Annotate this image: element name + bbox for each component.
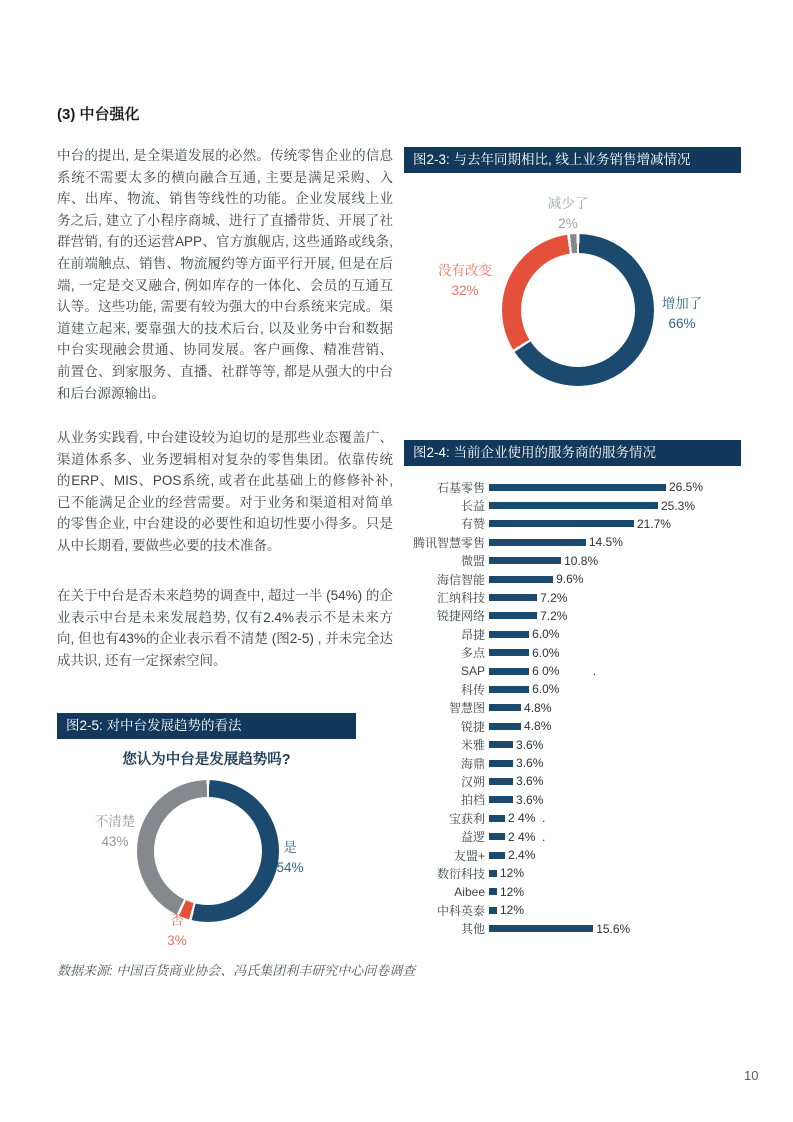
bar-value-label: 6.0% xyxy=(532,645,560,660)
bar-category-label: 益逻 xyxy=(460,830,485,845)
bar xyxy=(489,502,658,509)
bar-category-label: 海信智能 xyxy=(436,572,485,587)
segment-name: 没有改变 xyxy=(438,263,492,278)
bar xyxy=(489,796,513,803)
bar xyxy=(489,649,529,656)
bar-row xyxy=(404,717,774,735)
figure-2-4-title-banner: 图2-4: 当前企业使用的服务商的服务情况 xyxy=(404,440,741,466)
bar-value-label: 6.0% xyxy=(532,627,560,642)
donut-hole xyxy=(521,253,635,367)
body-paragraph: 从业务实践看, 中台建设较为迫切的是那些业态覆盖广、渠道体系多、业务逻辑相对复杂的零售集团。依靠传统的ERP、MIS、POS系统, 或者在此基础上的修修补补, 已不能满足企业的经营需要。对于业务和渠道相对简单的零售企业, 中台建设的必要性和迫切性要小得多。只是从中长期看, 要做些必要的技术准备。 xyxy=(57,430,393,553)
bar xyxy=(489,557,561,564)
bar xyxy=(489,631,529,638)
segment-name: 增加了 xyxy=(661,296,703,311)
bar-value-label: 12% xyxy=(500,866,525,881)
bar-row xyxy=(404,735,774,753)
segment-value: 66% xyxy=(668,316,696,331)
data-source-note: 数据来源: 中国百货商业协会、冯氏集团利丰研究中心问卷调查 xyxy=(57,963,416,978)
bar-row xyxy=(404,809,774,827)
bar xyxy=(489,815,505,822)
bar-value-label: 2 4% . xyxy=(508,829,546,844)
bar-category-label: Aibee xyxy=(454,884,485,899)
bar xyxy=(489,668,529,675)
bar-category-label: 长益 xyxy=(460,499,485,514)
bar-category-label: 汇纳科技 xyxy=(436,591,485,606)
bar xyxy=(489,741,513,748)
bar xyxy=(489,907,497,914)
bar-row xyxy=(404,552,774,570)
bar-category-label: 米雅 xyxy=(460,738,485,753)
bar xyxy=(489,925,593,932)
bar-category-label: 锐捷 xyxy=(460,719,485,734)
bar-row xyxy=(404,901,774,919)
bar-category-label: 微盟 xyxy=(460,554,485,569)
bar-value-label: 9.6% xyxy=(556,572,584,587)
bar-row xyxy=(404,883,774,901)
bar-category-label: 科传 xyxy=(460,682,485,697)
bar-category-label: 数衍科技 xyxy=(436,866,485,881)
bar xyxy=(489,852,505,859)
segment-name: 减少了 xyxy=(547,196,589,211)
bar-row xyxy=(404,662,774,680)
bar xyxy=(489,760,513,767)
bar xyxy=(489,576,553,583)
segment-name: 是 xyxy=(283,840,297,855)
bar-category-label: 其他 xyxy=(460,922,485,937)
bar-row xyxy=(404,919,774,937)
bar-category-label: 友盟+ xyxy=(453,848,485,863)
bar xyxy=(489,484,666,491)
page-number: 10 xyxy=(744,1068,759,1083)
bar-row xyxy=(404,772,774,790)
bar xyxy=(489,539,586,546)
bar-row xyxy=(404,846,774,864)
section-heading: (3) 中台强化 xyxy=(57,106,140,123)
bar-value-label: 4.8% xyxy=(524,700,552,715)
bar-value-label: 2.4% xyxy=(508,848,536,862)
bar-value-label: 3.6% xyxy=(516,737,544,752)
bar-value-label: 15.6% xyxy=(596,921,631,936)
bar xyxy=(489,612,537,619)
bar xyxy=(489,686,529,693)
bar-category-label: 多点 xyxy=(460,646,485,661)
bar-value-label: 6.0% xyxy=(532,682,560,697)
bar-row xyxy=(404,864,774,882)
bar-row xyxy=(404,515,774,533)
bar xyxy=(489,888,497,895)
donut-label-no xyxy=(132,911,222,951)
bar-value-label: 2 4% . xyxy=(508,811,546,826)
bar xyxy=(489,520,634,527)
segment-value: 54% xyxy=(276,860,304,875)
bar-row xyxy=(404,754,774,772)
body-paragraph: 在关于中台是否未来趋势的调查中, 超过一半 (54%) 的企业表示中台是未来发展趋势, 仅有2.4%表示不是未来方向, 但也有43%的企业表示看不清楚 (图2-5) , 并未完全达成共识, 还有一定探索空间。 xyxy=(57,588,393,668)
donut-label-decreased xyxy=(523,194,613,234)
bar-row xyxy=(404,496,774,514)
figure-2-5-question: 您认为中台是发展趋势吗? xyxy=(122,752,291,768)
bar-row xyxy=(404,478,774,496)
bar xyxy=(489,778,513,785)
figure-2-5-title-banner: 图2-5: 对中台发展趋势的看法 xyxy=(57,713,356,739)
bar-category-label: 汉朔 xyxy=(460,774,485,789)
bar-category-label: 锐捷网络 xyxy=(436,609,485,624)
bar-row xyxy=(404,827,774,845)
bar xyxy=(489,704,521,711)
figure-2-3-donut-chart xyxy=(502,234,654,386)
bar-value-label: 7.2% xyxy=(540,608,568,623)
bar-value-label: 3.6% xyxy=(516,792,544,807)
bar-category-label: 昂捷 xyxy=(460,627,485,642)
bar-row xyxy=(404,625,774,643)
donut-label-increased xyxy=(637,294,727,334)
donut-label-yes xyxy=(245,838,335,878)
bar-value-label: 7.2% xyxy=(540,590,568,605)
bar-row xyxy=(404,644,774,662)
bar-category-label: 拍档 xyxy=(460,793,485,808)
bar-value-label: 3.6% xyxy=(516,774,544,789)
segment-value: 2% xyxy=(558,216,578,231)
bar-row xyxy=(404,680,774,698)
bar-value-label: 12% xyxy=(500,903,525,918)
bar-value-label: 14.5% xyxy=(588,535,623,550)
bar-category-label: SAP xyxy=(460,664,485,679)
bar-row xyxy=(404,791,774,809)
donut-label-no-change xyxy=(415,261,515,301)
segment-name: 不清楚 xyxy=(94,814,136,829)
bar-value-label: 21.7% xyxy=(636,516,671,531)
bar-category-label: 宝获利 xyxy=(448,811,485,826)
bar-category-label: 智慧图 xyxy=(448,701,485,716)
segment-value: 3% xyxy=(167,933,187,948)
bar xyxy=(489,594,537,601)
bar-row xyxy=(404,699,774,717)
bar-value-label: 3.6% xyxy=(516,756,544,771)
bar-value-label: 6 0% . xyxy=(532,664,597,679)
bar-category-label: 腾讯智慧零售 xyxy=(412,535,485,550)
bar-value-label: 12% xyxy=(500,884,525,899)
bar-value-label: 4.8% xyxy=(524,719,552,734)
bar xyxy=(489,723,521,730)
bar-row xyxy=(404,588,774,606)
segment-name: 否 xyxy=(170,913,184,928)
bar-value-label: 25.3% xyxy=(660,498,696,513)
bar-category-label: 石基零售 xyxy=(436,480,485,495)
segment-value: 32% xyxy=(451,283,479,298)
bar xyxy=(489,870,497,877)
figure-2-3-title-banner: 图2-3: 与去年同期相比, 线上业务销售增减情况 xyxy=(404,147,741,173)
bar xyxy=(489,833,505,840)
body-paragraph: 中台的提出, 是全渠道发展的必然。传统零售企业的信息系统不需要太多的横向融合互通, 主要是满足采购、入库、出库、物流、销售等线性的功能。企业发展线上业务之后, 建立了小程序商城、进行了直播带货、开展了社群营销, 有的还运营APP、官方旗舰店, 这些通路或线条, 在前端触点、销售、物流履约等方面平行开展, 但是在后端, 一定是交叉融合, 例如库存的一体化、会员的互通互认等。这些功能, 需要有较为强大的中台系统来完成。渠道建立起来, 要靠强大的技术后台, 以及业务中台和数据中台实现融会贯通、协同发展。客户画像、精准营销、前置仓、到家服务、直播、社群等等, 都是从强大的中台和后台源源输出。 xyxy=(57,148,393,401)
bar-category-label: 中科英泰 xyxy=(436,903,485,918)
bar-value-label: 10.8% xyxy=(564,553,599,568)
figure-2-4-bar-chart xyxy=(404,478,774,938)
bar-row xyxy=(404,533,774,551)
bar-value-label: 26.5% xyxy=(669,480,704,495)
donut-label-unclear xyxy=(70,812,160,852)
bar-category-label: 有赞 xyxy=(460,517,485,532)
segment-value: 43% xyxy=(101,834,129,849)
bar-row xyxy=(404,570,774,588)
bar-category-label: 海鼎 xyxy=(460,756,485,771)
bar-row xyxy=(404,607,774,625)
